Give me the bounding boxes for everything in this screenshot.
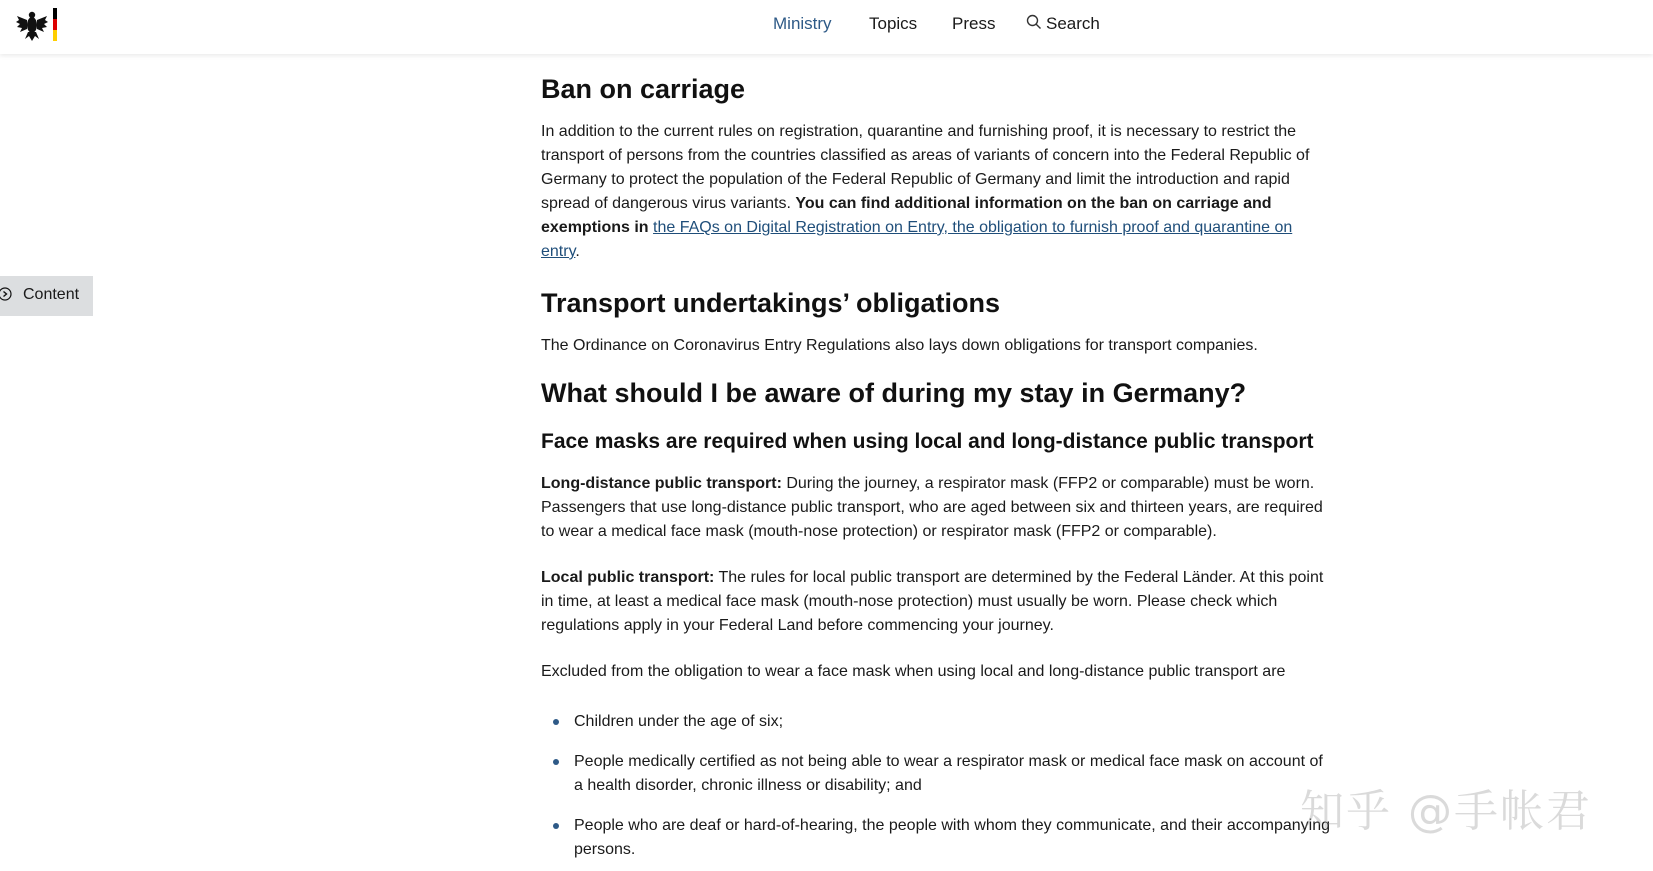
nav-ministry[interactable]: Ministry bbox=[773, 14, 832, 33]
faq-link[interactable]: the FAQs on Digital Registration on Entry, the obligation to furnish proof and quarantine on entry bbox=[541, 219, 1293, 260]
list-item-text: People who are deaf or hard-of-hearing, the people with whom they communicate, and their accompanying persons. bbox=[574, 817, 1330, 858]
bullet-icon bbox=[553, 759, 559, 765]
content-toggle-button[interactable] bbox=[0, 276, 93, 316]
search-icon[interactable] bbox=[1026, 14, 1042, 30]
bullet-icon bbox=[553, 823, 559, 829]
paragraph-end-period: . bbox=[575, 243, 580, 260]
chevron-right-circle-icon bbox=[0, 287, 12, 301]
heading-stay-in-germany: What should I be aware of during my stay in Germany? bbox=[541, 378, 1247, 408]
heading-transport-obligations: Transport undertakings’ obligations bbox=[541, 288, 1001, 318]
subheading-face-masks: Face masks are required when using local and long-distance public transport bbox=[541, 430, 1314, 453]
paragraph-transport-obligations: The Ordinance on Coronavirus Entry Regulations also lays down obligations for transport companies. bbox=[541, 337, 1258, 354]
main-navigation bbox=[0, 13, 1653, 43]
long-distance-text: During the journey, a respirator mask (FFP2 or comparable) must be worn. Passengers that use long-distance public transport, who are aged between six and thirteen years, are required to wear a medical face mask (mouth-nose protection) or respirator mask (FFP2 or comparable). bbox=[541, 475, 1323, 540]
heading-ban-on-carriage: Ban on carriage bbox=[541, 74, 746, 104]
local-transport-label: Local public transport: bbox=[541, 569, 715, 586]
watermark: 知乎 @手帐君 bbox=[1300, 786, 1592, 837]
nav-search[interactable]: Search bbox=[1046, 14, 1100, 33]
paragraph-exclusions-intro: Excluded from the obligation to wear a face mask when using local and long-distance public transport are bbox=[541, 663, 1286, 680]
content-toggle-label: Content bbox=[23, 286, 80, 303]
bullet-icon bbox=[553, 719, 559, 725]
paragraph-ban-on-carriage bbox=[541, 120, 1331, 264]
nav-topics[interactable]: Topics bbox=[869, 14, 918, 33]
ban-on-carriage-text: In addition to the current rules on registration, quarantine and furnishing proof, it is necessary to restrict the transport of persons from the countries classified as areas of variants of concern into the Federal Republic of Germany to protect the population of the Federal Republic of Germany and limit the introduction and rapid spread of dangerous virus variants. bbox=[541, 123, 1310, 212]
long-distance-label: Long-distance public transport: bbox=[541, 475, 782, 492]
paragraph-long-distance bbox=[541, 472, 1331, 544]
paragraph-local-transport bbox=[541, 566, 1331, 638]
list-item-text: Children under the age of six; bbox=[574, 713, 784, 730]
list-item-text: People medically certified as not being able to wear a respirator mask or medical face mask on account of a health disorder, chronic illness or disability; and bbox=[574, 753, 1323, 794]
local-transport-text: The rules for local public transport are determined by the Federal Länder. At this point in time, at least a medical face mask (mouth-nose protection) must usually be worn. Please check which regulations apply in your Federal Land before commencing your journey. bbox=[541, 569, 1324, 634]
site-header bbox=[0, 0, 1653, 54]
ban-on-carriage-bold-text: You can find additional information on the ban on carriage and exemptions in bbox=[541, 195, 1272, 236]
nav-press[interactable]: Press bbox=[952, 14, 996, 33]
